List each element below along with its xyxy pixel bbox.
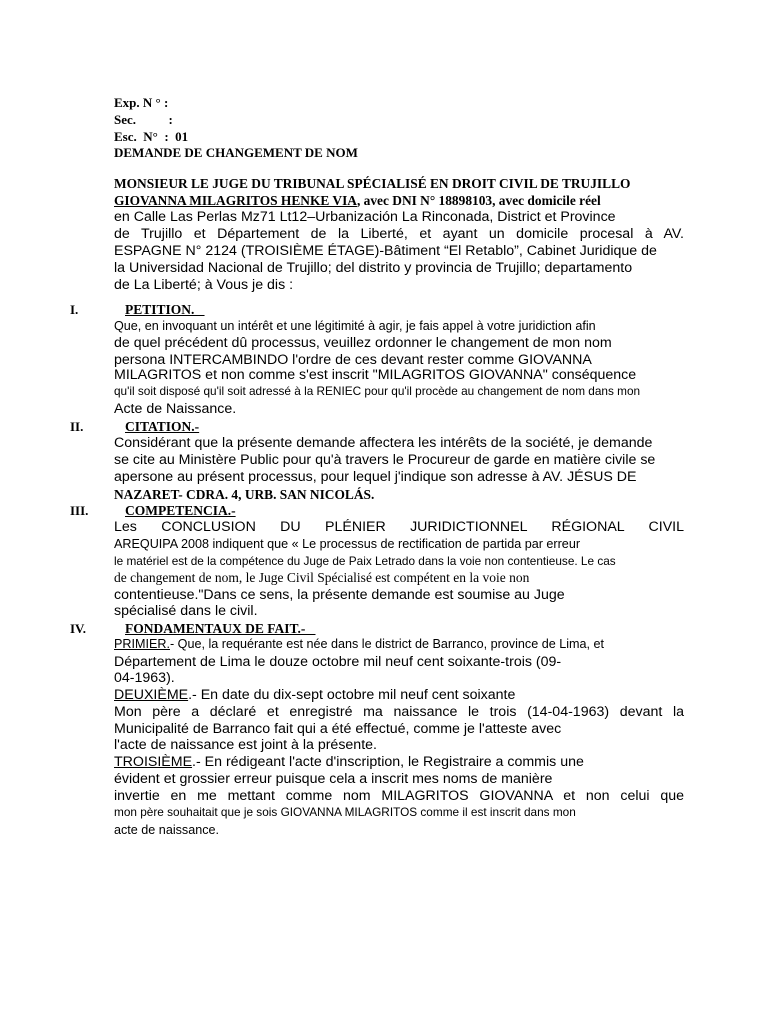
petition-line: qu'il soit disposé qu'il soit adressé à la RENIEC pour qu'il procède au changement de nom dans mon: [114, 384, 641, 398]
section-title-citation: CITATION.-: [125, 419, 200, 434]
section-title-fondamentaux: FONDAMENTAUX DE FAIT.-: [125, 621, 316, 636]
troisieme-line: invertie en me mettant comme nom MILAGRITOS GIOVANNA et non celui que: [114, 788, 684, 804]
deuxieme-paragraph: DEUXIÈME.- En date du dix-sept octobre mil neuf cent soixante: [114, 687, 516, 703]
plaintiff-dni: , avec DNI N° 18898103, avec domicile réel: [356, 193, 601, 208]
section-numeral: II.: [70, 419, 84, 434]
deuxieme-line: l'acte de naissance est joint à la présente.: [114, 737, 377, 753]
addressee-line: MONSIEUR LE JUGE DU TRIBUNAL SPÉCIALISÉ EN DROIT CIVIL DE TRUJILLO: [114, 176, 631, 191]
petition-line: Acte de Naissance.: [114, 401, 237, 417]
troisieme-line: acte de naissance.: [114, 823, 220, 837]
premier-line: 04-1963).: [114, 670, 175, 686]
petition-line: persona INTERCAMBINDO l'ordre de ces devant rester comme GIOVANNA: [114, 352, 592, 368]
address-line: en Calle Las Perlas Mz71 Lt12–Urbanización La Rinconada, District et Province: [114, 209, 616, 225]
premier-line: Département de Lima le douze octobre mil neuf cent soixante-trois (09-: [114, 654, 562, 670]
address-line: la Universidad Nacional de Trujillo; del distrito y provincia de Trujillo; departamento: [114, 260, 633, 276]
deuxieme-line: Mon père a déclaré et enregistré ma naissance le trois (14-04-1963) devant la: [114, 704, 684, 720]
competencia-line: spécialisé dans le civil.: [114, 603, 258, 619]
deuxieme-label: DEUXIÈME: [114, 687, 189, 703]
premier-label: PRIMIER.: [114, 637, 170, 651]
petition-line: Que, en invoquant un intérêt et une légitimité à agir, je fais appel à votre juridiction afin: [114, 319, 596, 333]
competencia-line: Les CONCLUSION DU PLÉNIER JURIDICTIONNEL RÉGIONAL CIVIL: [114, 519, 684, 535]
section-numeral: IV.: [70, 621, 87, 636]
citation-line: Considérant que la présente demande affectera les intérêts de la société, je demande: [114, 435, 653, 451]
competencia-line: AREQUIPA 2008 indiquent que « Le processus de rectification de partida par erreur: [114, 537, 581, 551]
address-line: ESPAGNE N° 2124 (TROISIÈME ÉTAGE)-Bâtiment “El Retablo”, Cabinet Juridique de: [114, 243, 657, 259]
address-line: de Trujillo et Département de la Liberté, et ayant un domicile procesal à AV.: [114, 226, 684, 242]
petition-line: MILAGRITOS et non comme s'est inscrit "MILAGRITOS GIOVANNA" conséquence: [114, 367, 637, 383]
premier-paragraph: PRIMIER.- Que, la requérante est née dans le district de Barranco, province de Lima, et: [114, 637, 605, 651]
citation-line: se cite au Ministère Public pour qu'à travers le Procureur de garde en matière civile se: [114, 452, 656, 468]
address-line: de La Liberté; à Vous je dis :: [114, 277, 294, 293]
troisieme-paragraph: TROISIÈME.- En rédigeant l'acte d'inscription, le Registraire a commis une: [114, 754, 584, 770]
competencia-line: contentieuse."Dans ce sens, la présente demande est soumise au Juge: [114, 587, 565, 603]
plaintiff-line: [114, 192, 601, 209]
citation-line: NAZARET- CDRA. 4, URB. SAN NICOLÁS.: [114, 487, 375, 502]
citation-line: apersone au présent processus, pour lequel j'indique son adresse à AV. JÉSUS DE: [114, 469, 637, 485]
document-title: DEMANDE DE CHANGEMENT DE NOM: [114, 145, 358, 160]
troisieme-line: évident et grossier erreur puisque cela a inscrit mes noms de manière: [114, 771, 553, 787]
section-numeral: I.: [70, 302, 79, 317]
deuxieme-line: Municipalité de Barranco fait qui a été effectué, comme je l'atteste avec: [114, 721, 562, 737]
competencia-line: de changement de nom, le Juge Civil Spécialisé est compétent en la voie non: [114, 570, 530, 585]
esc-number: Esc. N° : 01: [114, 129, 189, 144]
competencia-line: le matériel est de la compétence du Juge de Paix Letrado dans la voie non contentieuse. Le cas: [114, 554, 616, 568]
troisieme-line: mon père souhaitait que je sois GIOVANNA MILAGRITOS comme il est inscrit dans mon: [114, 805, 576, 819]
troisieme-label: TROISIÈME: [114, 754, 193, 770]
petition-line: de quel précédent dû processus, veuillez ordonner le changement de mon nom: [114, 335, 612, 351]
section-numeral: III.: [70, 503, 89, 518]
exp-number: Exp. N ° :: [114, 95, 169, 110]
section-title-petition: PETITION.: [125, 302, 205, 317]
plaintiff-name: GIOVANNA MILAGRITOS HENKE VIA: [114, 193, 357, 208]
sec-field: Sec. :: [114, 112, 173, 127]
section-title-competencia: COMPETENCIA.-: [125, 503, 236, 518]
